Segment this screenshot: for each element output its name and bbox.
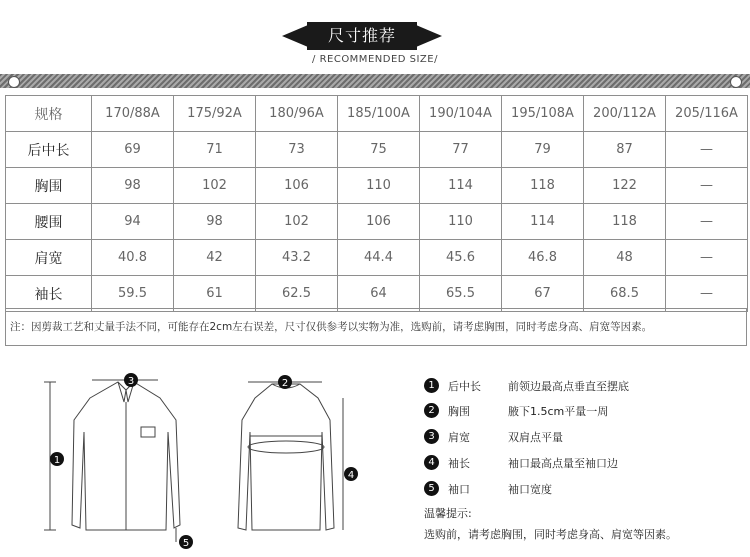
table-cell: 87 [584, 132, 666, 168]
table-cell: 110 [420, 204, 502, 240]
table-cell: 59.5 [92, 276, 174, 312]
row-label: 胸围 [6, 168, 92, 204]
shirt-back-icon [238, 384, 334, 530]
table-cell: 98 [174, 204, 256, 240]
legend-desc: 前领边最高点垂直至摆底 [508, 380, 629, 393]
tips-body: 选购前，请考虑胸围，同时考虑身高、肩宽等因素。 [424, 528, 677, 541]
table-cell: 118 [502, 168, 584, 204]
ribbon-right-tail [416, 25, 442, 47]
table-header-row [6, 96, 748, 132]
table-cell: — [666, 276, 748, 312]
table-cell: 75 [338, 132, 420, 168]
strip-right-dot [730, 76, 742, 88]
legend-name: 后中长 [448, 380, 481, 393]
legend-desc: 袖口最高点量至袖口边 [508, 457, 618, 470]
table-cell: 64 [338, 276, 420, 312]
legend-desc: 双肩点平量 [508, 431, 563, 444]
section-subtitle: / RECOMMENDED SIZE/ [312, 54, 438, 65]
legend-desc: 腋下1.5cm平量一周 [508, 405, 609, 418]
legend-name: 胸围 [448, 405, 470, 418]
column-header: 195/108A [502, 96, 584, 132]
table-cell: 40.8 [92, 240, 174, 276]
table-cell: 48 [584, 240, 666, 276]
row-label: 袖长 [6, 276, 92, 312]
header-banner [0, 0, 750, 75]
marker-2: 2 [281, 378, 289, 389]
legend-name: 肩宽 [448, 431, 470, 444]
table-cell: 65.5 [420, 276, 502, 312]
table-cell: — [666, 204, 748, 240]
column-header: 175/92A [174, 96, 256, 132]
column-header: 205/116A [666, 96, 748, 132]
marker-5: 5 [182, 538, 190, 549]
table-cell: 118 [584, 204, 666, 240]
table-cell: 110 [338, 168, 420, 204]
table-cell: 61 [174, 276, 256, 312]
table-cell: 79 [502, 132, 584, 168]
table-cell: 44.4 [338, 240, 420, 276]
table-row [6, 276, 748, 312]
marker-4: 4 [347, 470, 355, 481]
row-label: 肩宽 [6, 240, 92, 276]
section-title: 尺寸推荐 [307, 22, 417, 50]
shirt-front-icon [72, 382, 180, 530]
strip-left-dot [8, 76, 20, 88]
column-header: 190/104A [420, 96, 502, 132]
decorative-strip [0, 74, 750, 88]
legend-number: 2 [424, 403, 439, 418]
table-cell: 62.5 [256, 276, 338, 312]
table-cell: 67 [502, 276, 584, 312]
size-table [5, 95, 748, 312]
table-cell: 106 [338, 204, 420, 240]
table-cell: 71 [174, 132, 256, 168]
legend-name: 袖长 [448, 457, 470, 470]
table-cell: 102 [256, 204, 338, 240]
table-row [6, 240, 748, 276]
table-cell: 68.5 [584, 276, 666, 312]
legend-name: 袖口 [448, 483, 470, 496]
table-cell: 69 [92, 132, 174, 168]
column-header: 规格 [6, 96, 92, 132]
table-cell: 94 [92, 204, 174, 240]
table-row [6, 168, 748, 204]
column-header: 170/88A [92, 96, 174, 132]
column-header: 180/96A [256, 96, 338, 132]
legend-number: 1 [424, 378, 439, 393]
marker-3: 3 [127, 376, 135, 387]
table-cell: 46.8 [502, 240, 584, 276]
table-cell: 73 [256, 132, 338, 168]
table-cell: 45.6 [420, 240, 502, 276]
legend-number: 5 [424, 481, 439, 496]
table-cell: 106 [256, 168, 338, 204]
table-cell: 122 [584, 168, 666, 204]
table-cell: — [666, 132, 748, 168]
chest-measure-ellipse [248, 441, 324, 453]
table-cell: 114 [420, 168, 502, 204]
table-cell: 43.2 [256, 240, 338, 276]
table-row [6, 132, 748, 168]
table-cell: 77 [420, 132, 502, 168]
column-header: 185/100A [338, 96, 420, 132]
column-header: 200/112A [584, 96, 666, 132]
table-cell: 42 [174, 240, 256, 276]
row-label: 后中长 [6, 132, 92, 168]
table-cell: — [666, 240, 748, 276]
table-note: 注：因剪裁工艺和丈量手法不同，可能存在2cm左右误差，尺寸仅供参考以实物为准，选购前，请考虑胸围，同时考虑身高、肩宽等因素。 [5, 308, 747, 346]
legend-number: 4 [424, 455, 439, 470]
row-label: 腰围 [6, 204, 92, 240]
table-row [6, 204, 748, 240]
marker-1: 1 [53, 455, 61, 466]
legend-number: 3 [424, 429, 439, 444]
table-cell: 102 [174, 168, 256, 204]
tips-heading: 温馨提示: [424, 507, 472, 520]
table-cell: — [666, 168, 748, 204]
ribbon-left-tail [282, 25, 308, 47]
legend-desc: 袖口宽度 [508, 483, 552, 496]
shirt-measurement-diagram [0, 360, 420, 557]
table-cell: 114 [502, 204, 584, 240]
table-cell: 98 [92, 168, 174, 204]
